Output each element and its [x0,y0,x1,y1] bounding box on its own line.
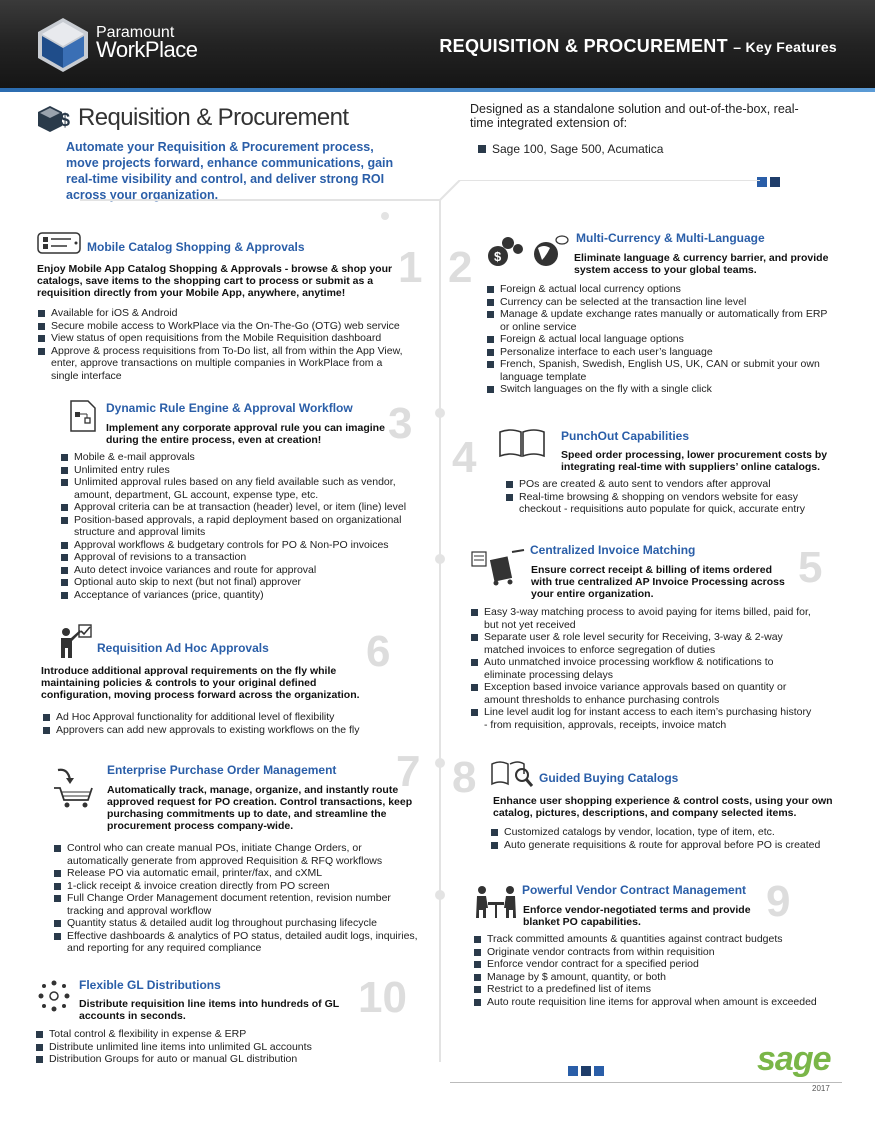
section-5-list [470,606,815,731]
list-item: Customized catalogs by vendor, location, type of item, etc. [490,826,850,839]
list-item: View status of open requisitions from the Mobile Requisition dashboard [37,332,412,345]
section-4-list [505,478,840,516]
list-item: Exception based invoice variance approvals based on quantity or amount thresholds to enhance purchasing controls [470,681,815,706]
section-5-desc: Ensure correct receipt & billing of items ordered with true centralized AP Invoice Processing across your entire organization. [531,564,785,600]
list-item: Foreign & actual local currency options [486,283,836,296]
list-item: Switch languages on the fly with a single click [486,383,836,396]
list-item: Unlimited approval rules based on any field available such as vendor, amount, department, GL account, expense type, etc. [60,476,430,501]
list-item: Currency can be selected at the transaction line level [486,296,836,309]
list-item: Approval criteria can be at transaction (header) level, or item (line) level [60,501,430,514]
list-item: Approvers can add new approvals to existing workflows on the fly [42,724,412,737]
list-item: Distribute unlimited line items into unlimited GL accounts [35,1041,395,1054]
shopping-cart-icon [52,766,96,810]
hero-tagline: Automate your Requisition & Procurement process, move projects forward, enhance communications, gain real-time visibility and control, and deliver strong ROI across your organization. [66,140,394,202]
platform-list: Sage 100, Sage 500, Acumatica [478,142,663,156]
list-item: Auto route requisition line items for approval when amount is exceeded [473,996,823,1009]
svg-text:$: $ [494,249,502,264]
section-1-list [37,307,412,382]
timeline-dot [435,758,445,768]
list-item: Quantity status & detailed audit log throughout purchasing lifecycle [53,917,423,930]
hero-title: Requisition & Procurement [78,104,349,131]
footer-divider [450,1082,842,1083]
list-item: Ad Hoc Approval functionality for additional level of flexibility [42,711,412,724]
list-item: Optional auto skip to next (but not final) approver [60,576,430,589]
list-item: Auto detect invoice variances and route for approval [60,564,430,577]
brand-logo [96,24,198,62]
list-item: Mobile & e-mail approvals [60,451,430,464]
section-4-desc: Speed order processing, lower procurement costs by integrating real-time with suppliers’ online catalogs. [561,449,828,473]
section-7-list [53,842,423,955]
mobile-catalog-icon [37,232,81,254]
page-title-sub: – Key Features [733,39,837,55]
deco-square [568,1066,578,1076]
timeline-dot [435,408,445,418]
list-item: Approval workflows & budgetary controls for PO & Non-PO invoices [60,539,430,552]
svg-text:$: $ [60,110,71,130]
section-9-list [473,933,823,1008]
section-7-title: Enterprise Purchase Order Management [107,763,337,777]
presenter-approval-icon [58,624,94,660]
section-10-desc: Distribute requisition line items into hundreds of GL accounts in seconds. [79,998,339,1022]
list-item: Track committed amounts & quantities against contract budgets [473,933,823,946]
brand-line1: Paramount [96,24,175,41]
section-3-title: Dynamic Rule Engine & Approval Workflow [106,401,353,415]
section-7-number: 7 [396,747,421,796]
section-3-desc: Implement any corporate approval rule you can imagine during the entire process, even at creation! [106,422,385,446]
list-item: Available for iOS & Android [37,307,412,320]
list-item: Release PO via automatic email, printer/fax, and cXML [53,867,423,880]
section-8-title: Guided Buying Catalogs [539,771,679,785]
list-item: French, Spanish, Swedish, English US, UK, CAN or submit your own language template [486,358,836,383]
deco-square [581,1066,591,1076]
workplace-cube-logo-icon [34,14,92,74]
list-item: Manage & update exchange rates manually or automatically from ERP or online service [486,308,836,333]
timeline-line [439,232,441,1062]
timeline-dot [435,890,445,900]
section-8-desc: Enhance user shopping experience & control costs, using your own catalog, pictures, descriptions, and company selected items. [493,795,833,819]
section-6-desc: Introduce additional approval requirements on the fly while maintaining policies & controls to your original defined configuration, moving process forward across the organization. [41,665,360,701]
section-9-number: 9 [766,877,791,926]
invoice-cart-icon [470,548,526,586]
header-accent-line [0,88,875,92]
list-item: Distribution Groups for auto or manual GL distribution [35,1053,395,1066]
section-2-desc: Eliminate language & currency barrier, and provide system access to your global teams. [574,252,829,276]
section-2-list [486,283,836,396]
section-1-desc: Enjoy Mobile App Catalog Shopping & Approvals - browse & shop your catalogs, save items to the shopping cart to process or submit as a requisition directly from your Mobile App, anywhere, anytime! [37,263,393,299]
section-9-desc: Enforce vendor-negotiated terms and provide blanket PO capabilities. [523,904,751,928]
page-title-main: REQUISITION & PROCUREMENT [439,36,728,56]
section-1-number: 1 [398,243,423,292]
list-item: Approve & process requisitions from To-Do list, all from within the App View, enter, approve transactions on multiple companies in WorkPlace from a single interface [37,345,412,383]
list-item: Acceptance of variances (price, quantity) [60,589,430,602]
section-2-number: 2 [448,243,473,292]
section-5-number: 5 [798,543,823,592]
list-item: Originate vendor contracts from within requisition [473,946,823,959]
deco-square [594,1066,604,1076]
currency-globe-icon [486,234,570,268]
list-item: Position-based approvals, a rapid deployment based on organizational structure and approval limits [60,514,430,539]
list-item: Approval of revisions to a transaction [60,551,430,564]
list-item: Personalize interface to each user’s language [486,346,836,359]
distribution-network-icon [38,980,70,1012]
list-item: Auto unmatched invoice processing workflow & notifications to eliminate processing delays [470,656,815,681]
section-1-title: Mobile Catalog Shopping & Approvals [87,240,305,254]
list-item: Secure mobile access to WorkPlace via the On-The-Go (OTG) web service [37,320,412,333]
section-3-list [60,451,430,601]
sage-logo: sage [757,1040,831,1078]
timeline-dot [435,554,445,564]
design-intro: Designed as a standalone solution and out-of-the-box, real-time integrated extension of: [470,102,799,130]
section-2-title: Multi-Currency & Multi-Language [576,231,765,245]
section-4-number: 4 [452,433,477,482]
list-item: Real-time browsing & shopping on vendors website for easy checkout - requisitions auto populate for quick, accurate entry [505,491,840,516]
list-item: Enforce vendor contract for a specified period [473,958,823,971]
section-6-number: 6 [366,627,391,676]
list-item: Line level audit log for instant access to each item’s purchasing history - from requisition, approvals, receipts, invoice match [470,706,815,731]
footer-year: 2017 [812,1084,830,1093]
contract-meeting-icon [474,884,518,920]
list-item: Easy 3-way matching process to avoid paying for items billed, paid for, but not yet received [470,606,815,631]
section-9-title: Powerful Vendor Contract Management [522,883,747,897]
list-item: Effective dashboards & analytics of PO status, detailed audit logs, inquiries, and reporting for any required compliance [53,930,423,955]
list-item: Unlimited entry rules [60,464,430,477]
section-10-number: 10 [358,973,407,1022]
list-item: POs are created & auto sent to vendors after approval [505,478,840,491]
book-icon [498,428,546,458]
section-10-list [35,1028,395,1066]
brand-line2: WorkPlace [96,37,198,62]
catalog-search-icon [490,760,534,788]
page-title [439,36,837,57]
section-8-list [490,826,850,851]
section-8-number: 8 [452,753,477,802]
list-item: Foreign & actual local language options [486,333,836,346]
list-item: Separate user & role level security for Receiving, 3-way & 2-way matched invoices to enforce segregation of duties [470,631,815,656]
list-item: Full Change Order Management document retention, revision number tracking and approval workflow [53,892,423,917]
section-3-number: 3 [388,399,413,448]
product-logo-icon [38,104,74,134]
section-10-title: Flexible GL Distributions [79,978,221,992]
rule-engine-icon [70,400,96,432]
section-4-title: PunchOut Capabilities [561,429,690,443]
list-item: Auto generate requisitions & route for approval before PO is created [490,839,850,852]
section-6-list [42,711,412,736]
section-6-title: Requisition Ad Hoc Approvals [97,641,269,655]
section-7-desc: Automatically track, manage, organize, and instantly route approved request for PO creation. Control transactions, keep purchasing commitments up to date, and streamline the procurement process company-wide. [107,784,413,832]
section-5-title: Centralized Invoice Matching [530,543,696,557]
list-item: Control who can create manual POs, initiate Change Orders, or automatically generate from approved Requisition & RFQ workflows [53,842,423,867]
list-item: Manage by $ amount, quantity, or both [473,971,823,984]
list-item: Total control & flexibility in expense & ERP [35,1028,395,1041]
list-item: Restrict to a predefined list of items [473,983,823,996]
list-item: 1-click receipt & invoice creation directly from PO screen [53,880,423,893]
